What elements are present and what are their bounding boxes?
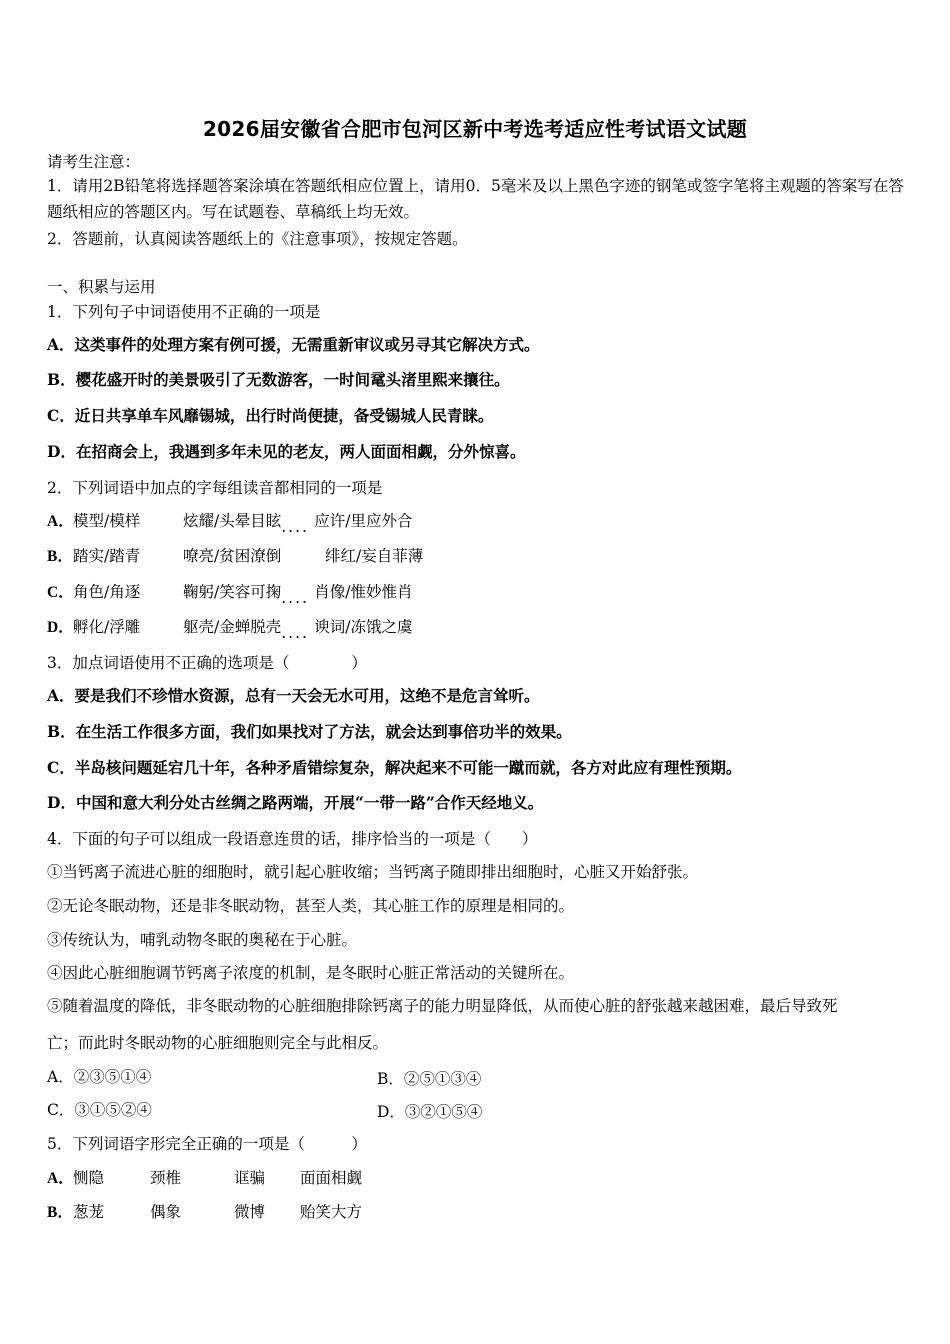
question-4-sentence-4: ④因此心脏细胞调节钙离子浓度的机制，是冬眠时心脏正常活动的关键所在。	[47, 964, 575, 982]
word-pair-1: 角色/角逐	[73, 583, 141, 601]
question-2-stem: 2．下列词语中加点的字每组读音都相同的一项是	[47, 479, 383, 497]
word-1: 葱茏	[73, 1203, 105, 1221]
emphasis-dots: ....	[281, 518, 309, 536]
word-pair-3: 谀词/冻饿之虞	[314, 618, 413, 636]
word-pair-2: 炫耀/头晕目眩	[183, 512, 282, 530]
question-1-option-a: A．这类事件的处理方案有例可援，无需重新审议或另寻其它解决方式。	[47, 335, 540, 354]
word-2: 偶象	[150, 1203, 182, 1221]
question-3-option-a: A．要是我们不珍惜水资源，总有一天会无水可用，这绝不是危言耸听。	[47, 686, 540, 705]
question-4-option-c: C．③①⑤②④	[47, 1101, 152, 1119]
word-pair-1: 孵化/浮雕	[73, 618, 141, 636]
question-1-option-d: D．在招商会上，我遇到多年未见的老友，两人面面相觑，分外惊喜。	[47, 442, 526, 461]
question-4-sentence-3: ③传统认为，哺乳动物冬眠的奥秘在于心脏。	[47, 931, 358, 949]
word-pair-1: 踏实/踏青	[73, 547, 141, 565]
word-3: 诓骗	[234, 1169, 266, 1187]
question-4-stem: 4．下面的句子可以组成一段语意连贯的话，排序恰当的一项是（ ）	[47, 830, 538, 848]
word-pair-2: 躯壳/金蝉脱壳	[183, 618, 282, 636]
option-letter: B．	[47, 548, 73, 565]
question-1-option-b: B．樱花盛开时的美景吸引了无数游客，一时间鼋头渚里熙来攘往。	[47, 370, 510, 389]
word-pair-3: 应许/里应外合	[314, 512, 413, 530]
question-2-row-d	[47, 617, 412, 643]
question-3-stem: 3．加点词语使用不正确的选项是（ ）	[47, 654, 367, 672]
question-5-stem: 5．下列词语字形完全正确的一项是（ ）	[47, 1135, 367, 1153]
question-4-sentence-2: ②无论冬眠动物，还是非冬眠动物，甚至人类，其心脏工作的原理是相同的。	[47, 897, 575, 915]
question-4-sentence-1: ①当钙离子流进心脏的细胞时，就引起心脏收缩；当钙离子随即排出细胞时，心脏又开始舒张。	[47, 863, 699, 881]
word-pair-2: 嘹亮/贫困潦倒	[183, 547, 282, 565]
notice-item-1: 1．请用2B铅笔将选择题答案涂填在答题纸相应位置上，请用0．5毫米及以上黑色字迹的钢笔或签字笔将主观题的答案写在答题纸相应的答题区内。写在试题卷、草稿纸上均无效。	[47, 177, 904, 221]
question-2-row-b	[47, 546, 423, 567]
question-4-sentence-5: ⑤随着温度的降低，非冬眠动物的心脏细胞排除钙离子的能力明显降低，从而使心脏的舒张越来越困难，最后导致死	[47, 997, 838, 1015]
word-4: 贻笑大方	[300, 1203, 363, 1221]
question-3-option-b: B．在生活工作很多方面，我们如果找对了方法，就会达到事倍功半的效果。	[47, 722, 572, 741]
question-2-row-c	[47, 582, 412, 608]
option-letter: B．	[47, 1204, 73, 1221]
word-4: 面面相觑	[300, 1169, 363, 1187]
notice-item-2: 2．答题前，认真阅读答题纸上的《注意事项》，按规定答题。	[47, 230, 468, 248]
question-4-option-d: D．③②①⑤④	[377, 1103, 483, 1121]
section-heading: 一、积累与运用	[47, 278, 156, 296]
option-letter: A．	[47, 513, 74, 530]
word-pair-2: 鞠躬/笑容可掬	[183, 583, 282, 601]
option-letter: A．	[47, 1170, 74, 1187]
question-1-option-c: C．近日共享单车风靡锡城，出行时尚便捷，备受锡城人民青睐。	[47, 406, 494, 425]
word-1: 恻隐	[73, 1169, 105, 1187]
word-pair-3: 肖像/惟妙惟肖	[314, 583, 413, 601]
emphasis-dots: ....	[281, 624, 309, 642]
word-pair-1: 模型/模样	[73, 512, 141, 530]
word-3: 微博	[234, 1203, 266, 1221]
question-5-row-a	[47, 1168, 362, 1189]
word-2: 颈椎	[150, 1169, 182, 1187]
question-1-stem: 1．下列句子中词语使用不正确的一项是	[47, 303, 321, 321]
option-letter: D．	[47, 619, 74, 636]
question-3-option-c: C．半岛核问题延宕几十年，各种矛盾错综复杂，解决起来不可能一蹴而就，各方对此应有理性预期。	[47, 758, 742, 777]
question-5-row-b	[47, 1202, 362, 1223]
question-4-option-a: A．②③⑤①④	[47, 1068, 152, 1086]
page-title: 2026届安徽省合肥市包河区新中考选考适应性考试语文试题	[202, 117, 748, 141]
question-3-option-d: D．中国和意大利分处古丝绸之路两端，开展“一带一路”合作天经地义。	[47, 793, 544, 812]
question-4-option-b: B．②⑤①③④	[377, 1070, 482, 1088]
option-letter: C．	[47, 584, 74, 601]
question-2-row-a	[47, 511, 412, 537]
question-4-sentence-5-cont: 亡；而此时冬眠动物的心脏细胞则完全与此相反。	[47, 1034, 389, 1052]
emphasis-dots: ....	[281, 589, 309, 607]
notice-heading: 请考生注意：	[47, 153, 141, 171]
word-pair-3: 绯红/妄自菲薄	[325, 547, 424, 565]
